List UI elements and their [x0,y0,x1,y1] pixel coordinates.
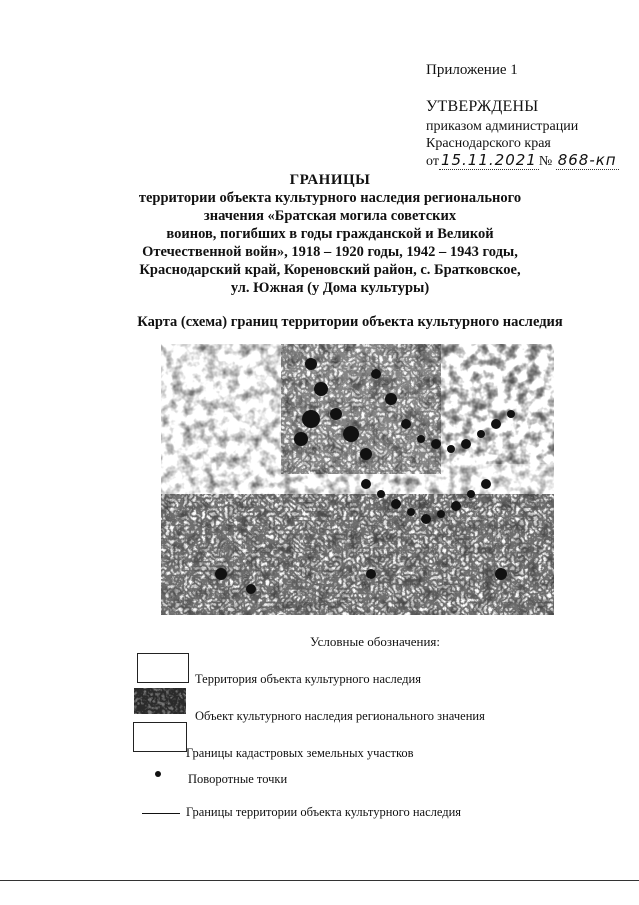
legend-swatch-territory [137,653,189,683]
legend-swatch-cadastral [133,722,187,752]
legend-swatch-turning-point [155,771,161,777]
legend-label-heritage-object: Объект культурного наследия регионального значения [195,709,485,723]
title-line-5: Краснодарский край, Кореновский район, с. Братковское, [139,262,521,278]
legend-label-territory: Территория объекта культурного наследия [195,672,421,686]
legend-label-turning-points: Поворотные точки [188,772,288,786]
title-line-6: ул. Южная (у Дома культуры) [230,280,430,296]
number-prefix: № [538,154,553,169]
order-issuer [426,118,578,152]
approved-label: УТВЕРЖДЕНЫ [426,98,539,115]
legend-title: Условные обозначения: [310,634,441,649]
order-date-number [426,151,619,170]
legend-label-boundary: Границы территории объекта культурного наследия [186,805,462,819]
document-title [130,171,530,297]
order-number-handwritten: 868-кп [557,151,617,169]
title-line-4: Отечественной войн», 1918 – 1920 годы, 1942 – 1943 годы, [142,244,518,260]
legend-swatch-boundary-line [142,813,180,814]
footer-divider [0,880,639,881]
order-line-1: приказом администрации [426,119,579,134]
legend-label-cadastral: Границы кадастровых земельных участков [186,746,414,760]
title-main: ГРАНИЦЫ [289,172,371,188]
appendix-label: Приложение 1 [426,62,518,78]
title-line-1: территории объекта культурного наследия регионального [138,190,522,206]
title-line-3: воинов, погибших в годы гражданской и Великой [166,226,494,242]
map-caption: Карта (схема) границ территории объекта культурного наследия [137,314,563,330]
date-prefix: от [426,154,439,169]
order-line-2: Краснодарского края [426,136,551,151]
legend-swatch-heritage-object [134,688,186,714]
order-date-handwritten: 15.11.2021 [440,151,537,169]
territory-map [161,344,554,615]
title-line-2: значения «Братская могила советских [203,208,457,224]
